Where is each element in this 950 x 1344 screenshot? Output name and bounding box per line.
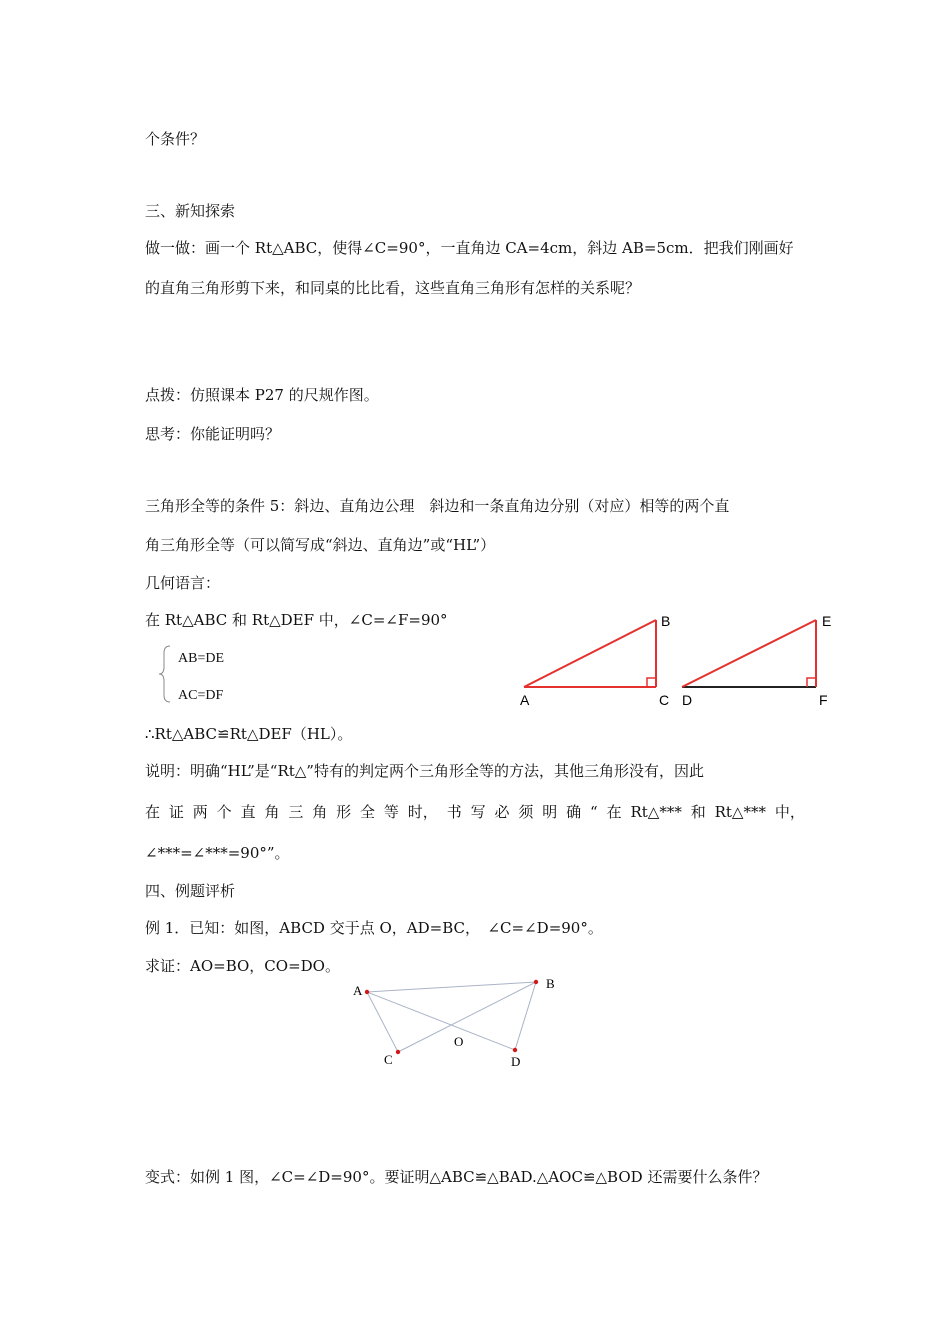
text-line: 几何语言： — [145, 574, 221, 592]
label-c: C — [659, 692, 670, 708]
word: 中， — [774, 803, 805, 821]
word: 全 — [360, 803, 376, 821]
section-heading: 四、例题评析 — [145, 882, 236, 900]
point-b — [534, 980, 538, 984]
label-d: D — [511, 1054, 521, 1069]
justified-line — [145, 802, 805, 822]
word: 个 — [216, 803, 232, 821]
text-line: 求证：AO=BO，CO=DO。 — [145, 957, 340, 975]
section-heading: 三、新知探索 — [145, 202, 236, 220]
text-line: 思考：你能证明吗？ — [145, 425, 281, 443]
word: Rt△*** — [714, 803, 766, 821]
word: 证 — [168, 803, 184, 821]
word: 确 — [566, 803, 582, 821]
word: Rt△*** — [630, 803, 682, 821]
point-d — [513, 1048, 517, 1052]
text-line: 角三角形全等（可以简写成“斜边、直角边”或“HL”） — [145, 536, 496, 554]
label-d: D — [682, 692, 693, 708]
point-a — [365, 990, 369, 994]
label-b: B — [661, 613, 671, 629]
word: 和 — [690, 803, 706, 821]
triangle-def — [682, 620, 816, 687]
word: 等 — [383, 803, 399, 821]
condition-line: AC=DF — [178, 688, 224, 703]
word: 两 — [192, 803, 208, 821]
right-triangles-figure — [510, 608, 840, 712]
label-e: E — [822, 613, 832, 629]
condition-line: AB=DE — [178, 651, 225, 666]
word: 角 — [312, 803, 328, 821]
word: 写 — [470, 803, 486, 821]
word: 须 — [518, 803, 534, 821]
text-line: 说明：明确“HL”是“Rt△”特有的判定两个三角形全等的方法，其他三角形没有，因此 — [145, 762, 704, 780]
text-line: 例 1．已知：如图，ABCD 交于点 O，AD=BC， ∠C=∠D=90°。 — [145, 919, 603, 937]
word: “ — [590, 803, 598, 821]
text-line: ∠***=∠***=90°”。 — [145, 844, 290, 862]
label-b: B — [546, 976, 555, 991]
word: 书 — [446, 803, 462, 821]
label-c: C — [384, 1052, 393, 1067]
point-c — [396, 1050, 400, 1054]
word: 角 — [264, 803, 280, 821]
word: 明 — [542, 803, 558, 821]
brace-icon — [158, 645, 172, 703]
word: 时， — [407, 803, 438, 821]
label-f: F — [819, 692, 828, 708]
text-line: 个条件？ — [145, 130, 206, 148]
word: 在 — [145, 803, 161, 821]
label-a: A — [353, 983, 363, 998]
text-line: 在 Rt△ABC 和 Rt△DEF 中，∠C=∠F=90° — [145, 611, 448, 629]
text-line: 做一做：画一个 Rt△ABC，使得∠C=90°，一直角边 CA=4cm，斜边 AB=5cm．把我们刚画好 — [145, 239, 794, 257]
example-figure — [345, 972, 565, 1072]
text-line: 的直角三角形剪下来，和同桌的比比看，这些直角三角形有怎样的关系呢？ — [145, 279, 641, 297]
label-o: O — [454, 1034, 464, 1049]
text-line: 三角形全等的条件 5：斜边、直角边公理 斜边和一条直角边分别（对应）相等的两个直 — [145, 497, 730, 515]
text-line: 点拨：仿照课本 P27 的尺规作图。 — [145, 386, 379, 404]
word: 在 — [606, 803, 622, 821]
label-a: A — [520, 692, 530, 708]
word: 直 — [240, 803, 256, 821]
word: 三 — [288, 803, 304, 821]
word: 必 — [494, 803, 510, 821]
word: 形 — [336, 803, 352, 821]
triangle-abc — [524, 620, 656, 687]
text-line: ∴Rt△ABC≌Rt△DEF（HL）。 — [145, 725, 353, 743]
text-line: 变式：如例 1 图，∠C=∠D=90°。要证明△ABC≌△BAD.△AOC≌△BOD 还需要什么条件？ — [145, 1168, 768, 1186]
